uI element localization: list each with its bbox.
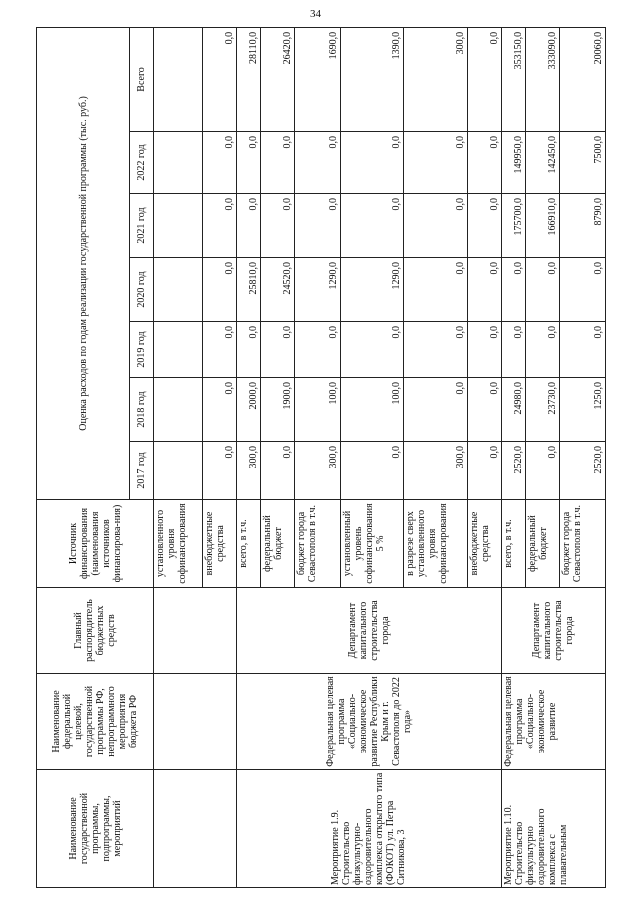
value-cell: 175700,0	[501, 194, 525, 258]
value-cell: 0,0	[260, 194, 294, 258]
source-cell: внебюджетные средства	[202, 500, 236, 588]
header-year: 2020 год	[130, 258, 154, 322]
value-cell: 0,0	[202, 27, 236, 131]
value-cell: 1690,0	[294, 27, 340, 131]
source-cell: установленного уровня софинансирования	[154, 500, 203, 588]
table-row	[236, 27, 260, 887]
value-cell: 0,0	[340, 322, 404, 378]
program-cell: Мероприятие 1.10. Строительство физкультурно оздоровительного комплекса с плавательным	[501, 770, 605, 888]
source-cell: всего, в т.ч.	[236, 500, 260, 588]
header-total: Всего	[130, 27, 154, 131]
source-cell: установленный уровень софинансирования 5 %	[340, 500, 404, 588]
value-cell: 0,0	[467, 322, 501, 378]
source-cell: в разрезе сверх установленного уровня софинансирования	[404, 500, 468, 588]
program-cell	[154, 770, 237, 888]
value-cell: 25810,0	[236, 258, 260, 322]
value-cell: 2520,0	[559, 442, 605, 500]
value-cell: 0,0	[340, 194, 404, 258]
page-number: 34	[310, 8, 321, 20]
source-cell: всего, в т.ч.	[501, 500, 525, 588]
table-row	[154, 27, 203, 887]
value-cell: 1390,0	[340, 27, 404, 131]
program-cell: Мероприятие 1.9. Строительство физкультурно-оздоровительного комплекса открытого типа (ФОКОТ) ул. Петра Ситникова, 3	[236, 770, 501, 888]
value-cell: 0,0	[559, 258, 605, 322]
value-cell: 0,0	[202, 132, 236, 194]
value-cell: 1250,0	[559, 378, 605, 442]
value-cell: 0,0	[236, 194, 260, 258]
value-cell: 142450,0	[526, 132, 560, 194]
value-cell: 0,0	[202, 442, 236, 500]
value-cell: 23730,0	[526, 378, 560, 442]
value-cell: 0,0	[404, 194, 468, 258]
value-cell: 26420,0	[260, 27, 294, 131]
value-cell	[154, 442, 203, 500]
value-cell: 20060,0	[559, 27, 605, 131]
value-cell: 0,0	[526, 258, 560, 322]
value-cell: 300,0	[404, 27, 468, 131]
source-cell: федеральный бюджет	[526, 500, 560, 588]
fed-program-cell	[154, 674, 237, 770]
value-cell: 0,0	[526, 442, 560, 500]
value-cell: 0,0	[260, 442, 294, 500]
value-cell: 0,0	[559, 322, 605, 378]
source-cell: бюджет города Севастополя в т.ч.	[559, 500, 605, 588]
value-cell: 300,0	[404, 442, 468, 500]
value-cell: 149950,0	[501, 132, 525, 194]
value-cell: 100,0	[294, 378, 340, 442]
header-group: Оценка расходов по годам реализации государственной программы (тыс. руб.)	[37, 27, 130, 499]
header-source: Источник финансирования (наименования источников финансирова-ния)	[37, 500, 154, 588]
fed-program-cell: Федеральная целевая программа «Социально-экономическое развитие Республики Крым и г. Севастополя до 2022 года»	[236, 674, 501, 770]
rotated-table-area	[36, 28, 606, 888]
header-year: 2017 год	[130, 442, 154, 500]
value-cell: 0,0	[404, 378, 468, 442]
value-cell: 0,0	[260, 322, 294, 378]
value-cell: 0,0	[467, 442, 501, 500]
distributor-cell: Департамент капитального строительства города	[501, 588, 605, 674]
value-cell: 7500,0	[559, 132, 605, 194]
value-cell: 0,0	[260, 132, 294, 194]
source-cell: федеральный бюджет	[260, 500, 294, 588]
value-cell: 166910,0	[526, 194, 560, 258]
value-cell: 0,0	[340, 132, 404, 194]
table-row	[501, 27, 525, 887]
table-body	[154, 27, 606, 887]
value-cell: 333090,0	[526, 27, 560, 131]
value-cell: 0,0	[501, 258, 525, 322]
header-program: Наименование государственной программы, подпрограммы, мероприятий	[37, 770, 154, 888]
distributor-cell	[154, 588, 237, 674]
value-cell: 0,0	[236, 322, 260, 378]
expenses-table	[36, 27, 606, 888]
header-year: 2022 год	[130, 132, 154, 194]
header-fed-program: Наименование федеральной целевой, государственной программы РФ, непрограммного мероприятия бюджета РФ	[37, 674, 154, 770]
value-cell: 0,0	[467, 378, 501, 442]
value-cell: 0,0	[294, 322, 340, 378]
value-cell: 2520,0	[501, 442, 525, 500]
fed-program-cell: Федеральная целевая программа «Социально-экономическое развитие	[501, 674, 605, 770]
value-cell: 0,0	[202, 378, 236, 442]
value-cell: 0,0	[404, 132, 468, 194]
value-cell: 0,0	[202, 322, 236, 378]
value-cell: 353150,0	[501, 27, 525, 131]
value-cell	[154, 322, 203, 378]
value-cell: 0,0	[404, 322, 468, 378]
value-cell: 1900,0	[260, 378, 294, 442]
value-cell	[154, 378, 203, 442]
header-year: 2018 год	[130, 378, 154, 442]
source-cell: внебюджетные средства	[467, 500, 501, 588]
value-cell: 0,0	[202, 194, 236, 258]
value-cell	[154, 132, 203, 194]
value-cell: 28110,0	[236, 27, 260, 131]
value-cell: 100,0	[340, 378, 404, 442]
value-cell: 2000,0	[236, 378, 260, 442]
value-cell	[154, 27, 203, 131]
value-cell: 0,0	[501, 322, 525, 378]
header-distributor: Главный распорядитель бюджетных средств	[37, 588, 154, 674]
value-cell: 0,0	[526, 322, 560, 378]
value-cell: 8790,0	[559, 194, 605, 258]
value-cell: 1290,0	[340, 258, 404, 322]
value-cell: 300,0	[294, 442, 340, 500]
value-cell: 1290,0	[294, 258, 340, 322]
source-cell: бюджет города Севастополя в т.ч.	[294, 500, 340, 588]
value-cell: 0,0	[467, 194, 501, 258]
value-cell: 0,0	[294, 194, 340, 258]
header-year: 2019 год	[130, 322, 154, 378]
rotated-page	[36, 28, 606, 888]
value-cell: 300,0	[236, 442, 260, 500]
value-cell: 0,0	[467, 27, 501, 131]
value-cell: 0,0	[467, 258, 501, 322]
value-cell: 0,0	[294, 132, 340, 194]
value-cell: 0,0	[404, 258, 468, 322]
distributor-cell: Департамент капитального строительства города	[236, 588, 501, 674]
value-cell: 0,0	[340, 442, 404, 500]
value-cell	[154, 194, 203, 258]
value-cell: 0,0	[202, 258, 236, 322]
value-cell: 0,0	[236, 132, 260, 194]
value-cell	[154, 258, 203, 322]
value-cell: 24980,0	[501, 378, 525, 442]
value-cell: 0,0	[467, 132, 501, 194]
value-cell: 24520,0	[260, 258, 294, 322]
header-year: 2021 год	[130, 194, 154, 258]
